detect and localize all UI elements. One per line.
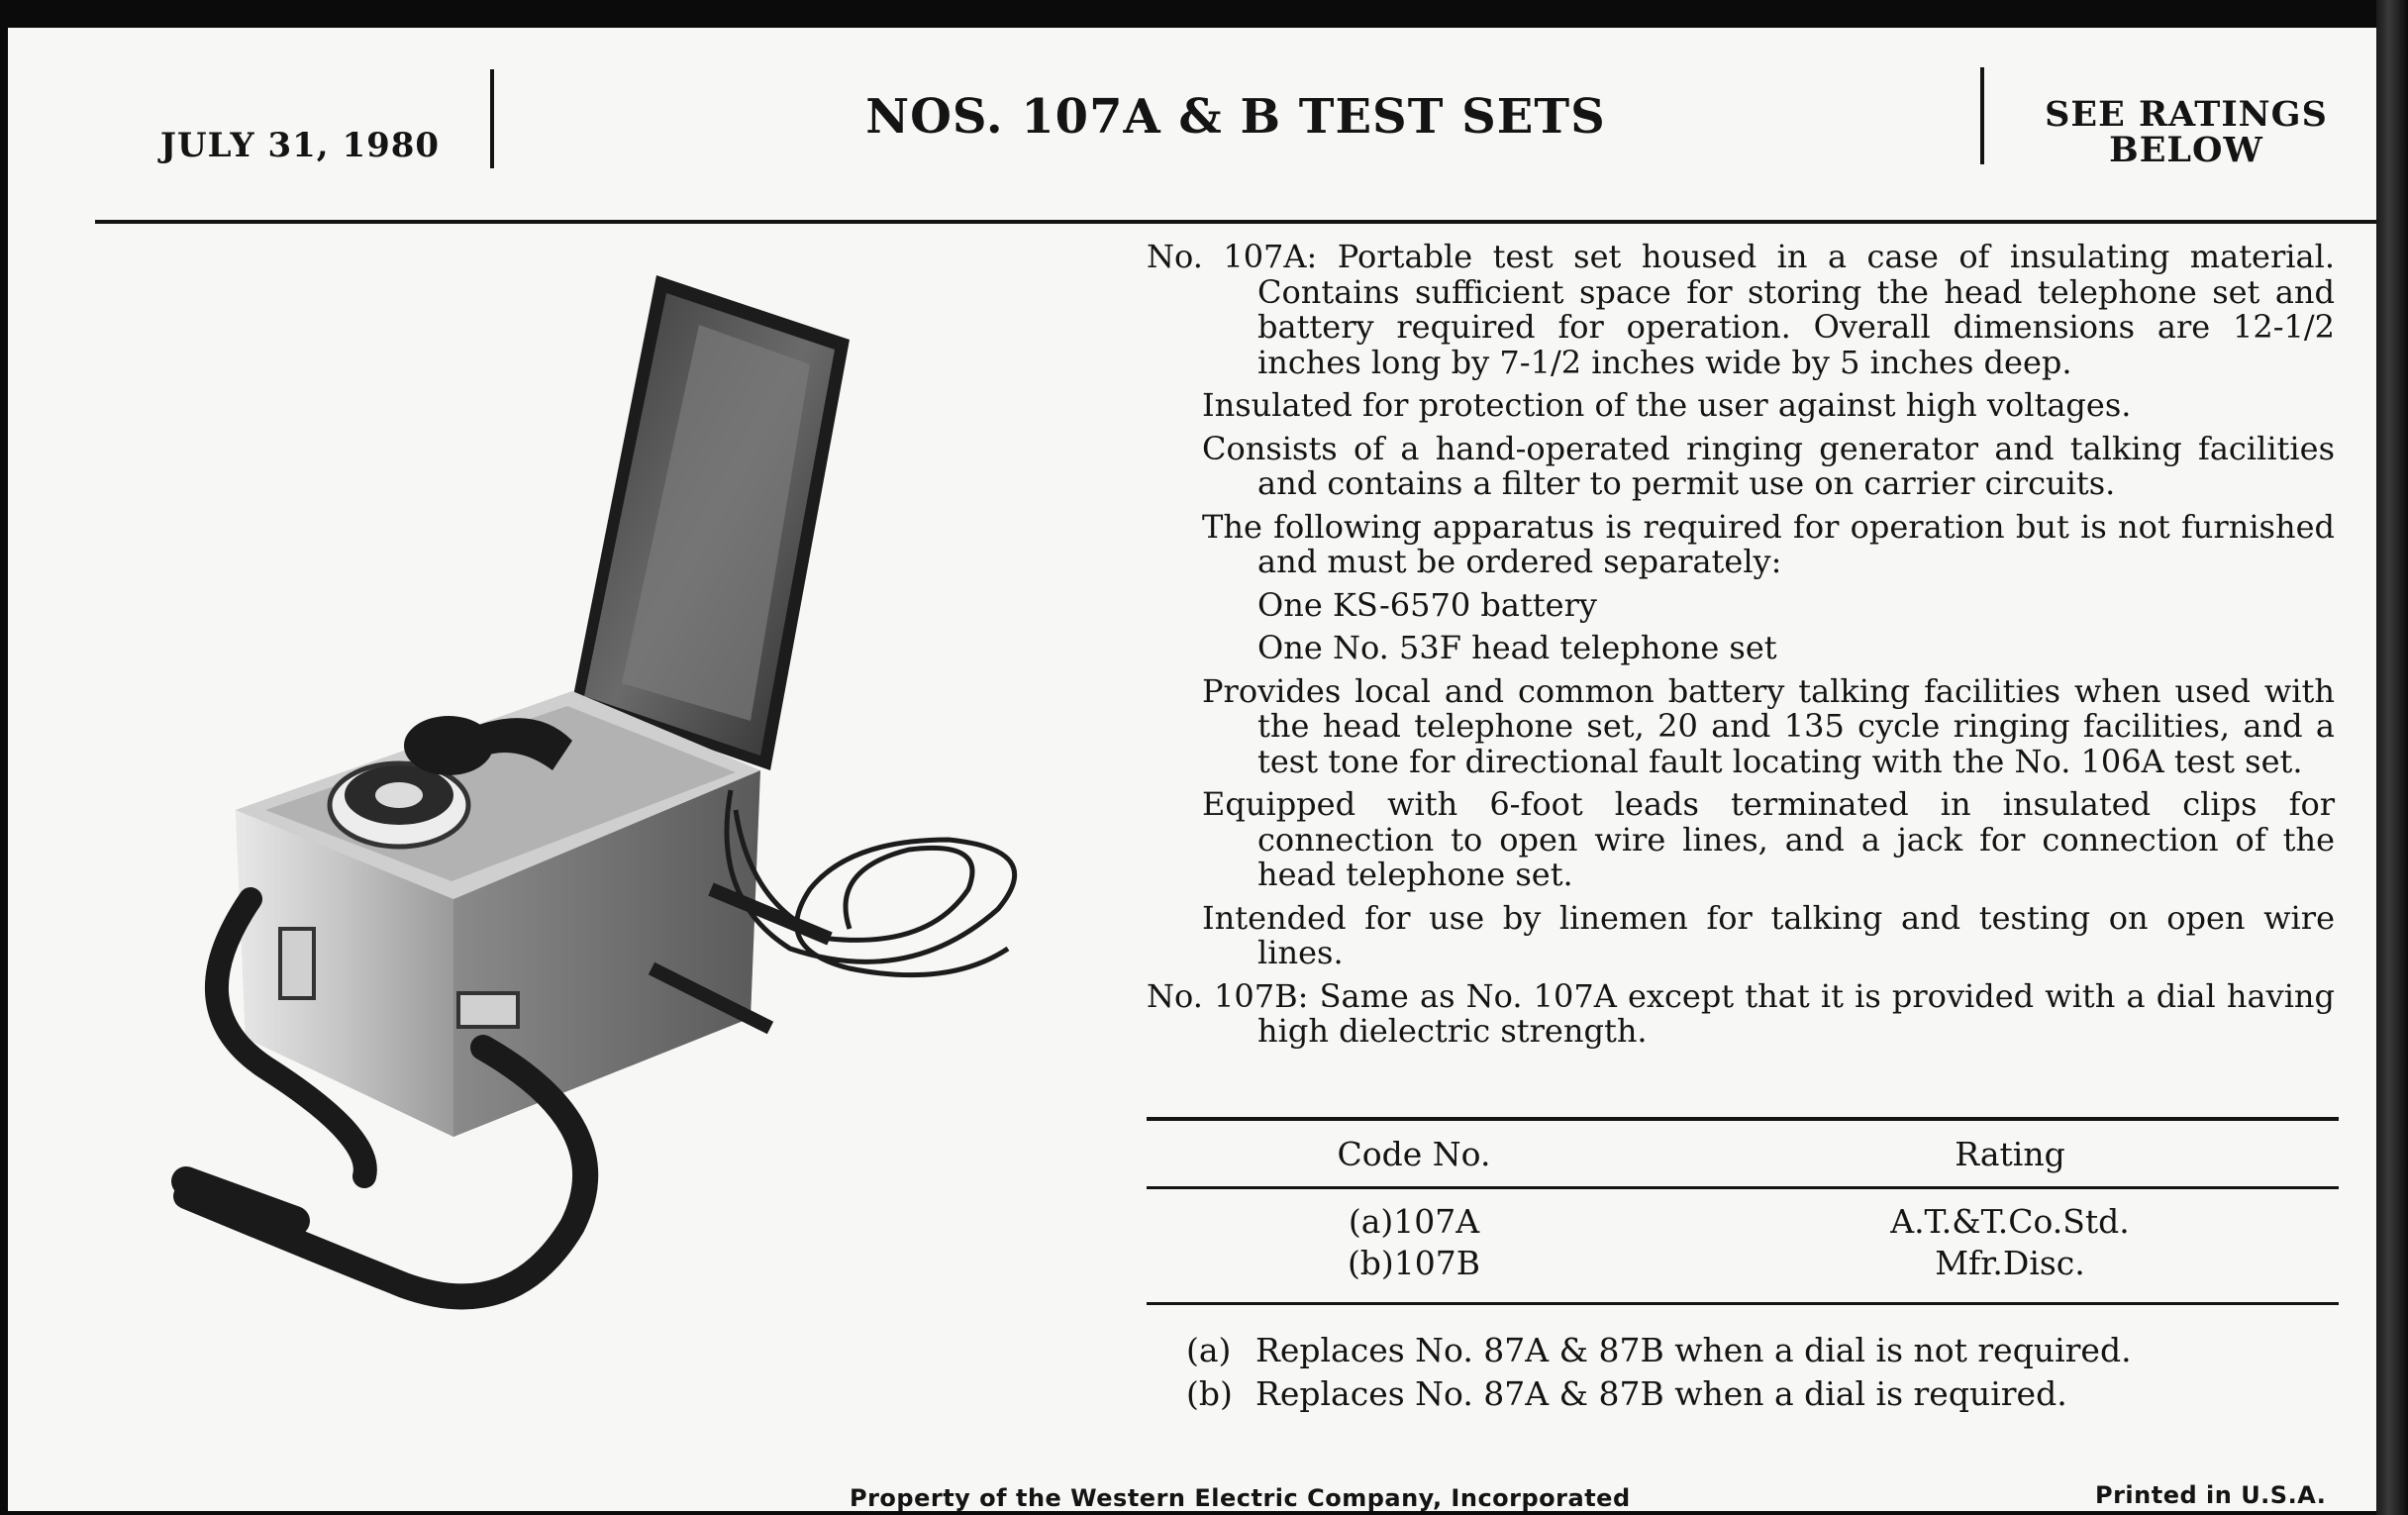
para-intended: Intended for use by linemen for talking and testing on open wire lines. (1202, 898, 2335, 971)
footnotes (1186, 1329, 2374, 1416)
table-header (1147, 1121, 2339, 1186)
column-header: Code No. (1337, 1134, 1491, 1173)
rating-cell: Mfr.Disc. (1935, 1244, 2085, 1282)
para-equipped: Equipped with 6-foot leads terminated in insulated clips for connection to open wire lines, and a jack for connection of the head telephone set. (1202, 785, 2335, 893)
para-provides: Provides local and common battery talking facilities when used with the head telephone set, 20 and 135 cycle ringing facilities, and a test tone for directional fault locating with the No. 106A test set. (1202, 671, 2335, 780)
issue-date: JULY 31, 1980 (159, 126, 441, 165)
description (1147, 240, 2335, 1058)
header-rule (95, 220, 2376, 224)
lid (572, 275, 850, 770)
para-required-apparatus: The following apparatus is required for operation but is not furnished and must be ordered separately: (1202, 507, 2335, 580)
footnote-letter: (a) (1186, 1331, 1232, 1369)
footnote-text: Replaces No. 87A & 87B when a dial is required. (1255, 1374, 2067, 1413)
column-header: Rating (1955, 1134, 2065, 1173)
rating-cell: A.T.&T.Co.Std. (1890, 1202, 2130, 1241)
ratings-note-line2: BELOW (2109, 130, 2263, 170)
model-label-107b: No. 107B: (1147, 976, 1309, 1015)
code-cell: (b)107B (1347, 1244, 1481, 1282)
header-divider-right (1980, 67, 1984, 164)
para-consists: Consists of a hand-operated ringing generator and talking facilities and contains a filter to permit use on carrier circuits. (1202, 429, 2335, 502)
model-label-107a: No. 107A: (1147, 238, 1318, 275)
para-insulated: Insulated for protection of the user against high voltages. (1202, 386, 2132, 424)
page-title: NOS. 107A & B TEST SETS (865, 89, 1606, 145)
test-set-photo (156, 255, 1067, 1335)
footnote-text: Replaces No. 87A & 87B when a dial is not required. (1255, 1331, 2132, 1369)
catalog-card (8, 28, 2376, 1511)
ratings-table (1147, 1117, 2339, 1305)
ratings-note-line1: SEE RATINGS (2045, 94, 2328, 135)
ratings-note (2038, 94, 2335, 170)
footnote (1186, 1329, 2374, 1372)
footnote-letter: (b) (1186, 1374, 1233, 1413)
table-body (1147, 1189, 2339, 1302)
table-rule (1147, 1302, 2339, 1305)
footnote (1186, 1372, 2374, 1416)
table-row (1147, 1243, 2339, 1284)
para-107a: No. 107A: Portable test set housed in a case of insulating material. Contains sufficient space for storing the head telephone set and battery required for operation. Overall dimensions are 12-1/2 inches long by 7-1/2 inches wide by 5 inches deep. (1147, 238, 2336, 381)
code-cell: (a)107A (1348, 1202, 1480, 1241)
list-item: One KS-6570 battery (1257, 585, 1597, 624)
footer-printed: Printed in U.S.A. (2095, 1481, 2327, 1509)
footer-ownership: Property of the Western Electric Company, Incorporated (850, 1484, 1631, 1511)
list-item: One No. 53F head telephone set (1257, 629, 1777, 666)
para-107b: No. 107B: Same as No. 107A except that it is provided with a dial having high dielectric strength. (1147, 976, 2336, 1050)
table-row (1147, 1201, 2339, 1243)
scan-edge (2376, 0, 2408, 1515)
